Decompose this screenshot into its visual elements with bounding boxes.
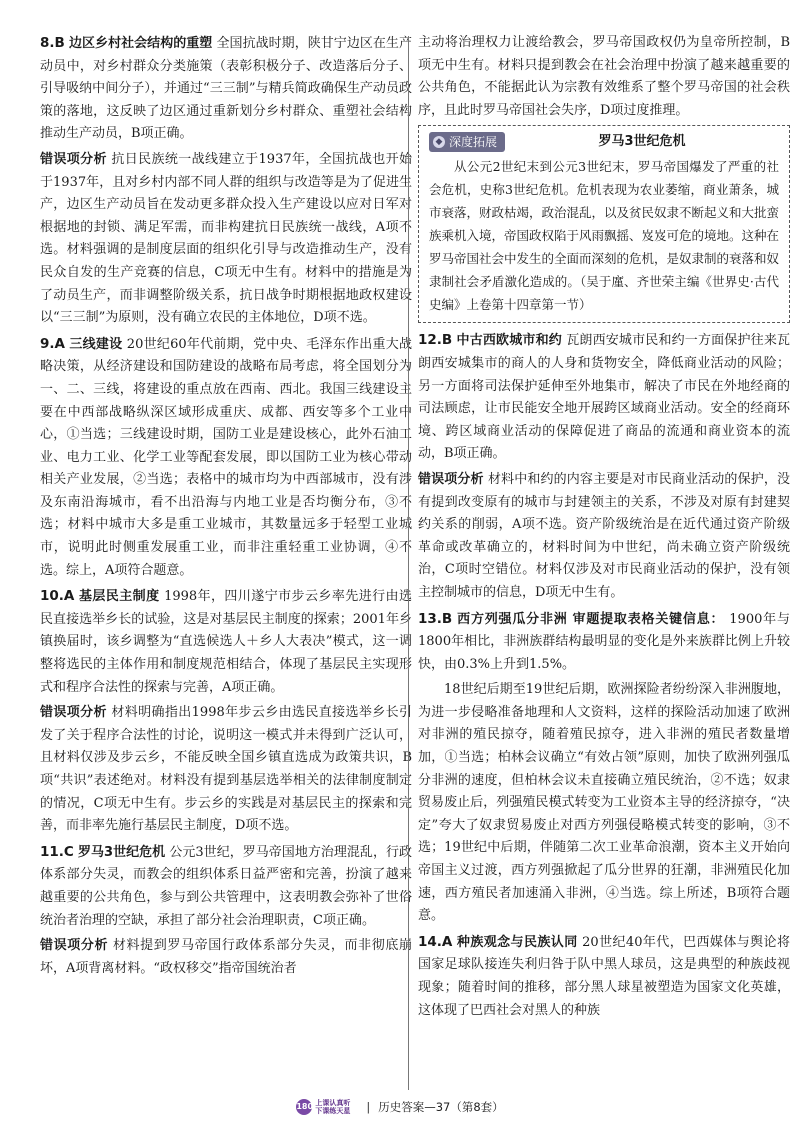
answer-entry-11-continued: 主动将治理权力让渡给教会，罗马帝国政权仍为皇帝所控制，B项无中生有。材料只提到教会在社会治理中扮演了越来越重要的公共角色，不能据此认为宗教有效维系了整个罗马帝国的社会秩序，且此时罗马帝国社会失序，D项过度推理。 [418,35,790,118]
answer-entry-14 [418,931,790,1022]
logo-line-2: 下课练天星 [315,1107,351,1115]
error-analysis-label: 错误项分析 [40,151,107,167]
error-analysis-text: 材料明确指出1998年步云乡由选民直接选举乡长引发了关于程序合法性的讨论，说明这一模式并未得到广泛认可，且材料仅涉及步云乡，不能反映全国乡镇直选成为政策共识，B项“共识”表述绝对。材料没有提到基层选举相关的法律制度制定的情况，C项无中生有。步云乡的实践是对基层民主的探索和完善，而非率先施行基层民主制度，D项不选。 [40,705,412,834]
logo-line-1: 上课认真听 [315,1099,351,1107]
answer-explanation: 全国抗战时期，陕甘宁边区在生产动员中，对乡村群众分类施策（表彰积极分子、改造落后分子、引导吸纳中间分子），并通过“三三制”与精兵简政确保生产动员政策的落地，这反映了边区通过重新划分乡村群众、重塑社会结构推动生产动员，B项正确。 [40,36,412,142]
question-topic: 种族观念与民族认同 [456,934,578,950]
error-analysis-text: 材料中和约的内容主要是对市民商业活动的保护，没有提到改变原有的城市与封建领主的关系，不涉及对原有封建契约关系的削弱，A项不选。资产阶级统治是在近代通过资产阶级革命或改革确立的，材料时间为中世纪，尚未确立资产阶级统治，C项时空错位。材料仅涉及对市民商业活动的保护，没有领主控制城市的信息，D项无中生有。 [418,471,790,600]
error-analysis-text: 抗日民族统一战线建立于1937年，全国抗战也开始于1937年，且对乡村内部不同人群的组织与改造等是为了促进生产，边区生产动员旨在发动更多群众投入生产建设以应对日军对根据地的封锁、满足军需，而非构建抗日民族统一战线，A项不选。材料强调的是制度层面的组织化引导与改造推动生产，没有民众自发的生产竞赛的信息，C项无中生有。材料中的措施是为了动员生产，而非调整阶级关系，抗日战争时期根据地政权建设以“三三制”为原则，没有确立农民的主体地位，D项不选。 [40,151,412,326]
error-analysis-label: 错误项分析 [418,471,484,487]
answer-entry-10 [40,585,412,838]
error-analysis-text: 材料提到罗马帝国行政体系部分失灵，而非彻底崩坏，A项背离材料。“政权移交”指帝国统治者 [40,938,412,976]
answer-explanation: 18世纪后期至19世纪后期，欧洲探险者纷纷深入非洲腹地，为进一步侵略准备地理和人文资料，这样的探险活动加速了欧洲对非洲的殖民掠夺，随着殖民掠夺，进入非洲的殖民者数量增加，①当选；柏林会议确立“有效占领”原则，加快了欧洲列强瓜分非洲的速度，但柏林会议未直接确立殖民统治，②不选；奴隶贸易废止后，列强殖民模式转变为工业资本主导的经济掠夺，“决定”夸大了奴隶贸易废止对西方列强侵略模式转变的影响，③不选；19世纪中后期，伴随第二次工业革命浪潮，资本主义开始向帝国主义过渡，西方列强掀起了瓜分世界的狂潮，非洲殖民化加速，西方殖民者加速涌入非洲，④当选。综上所述，B项符合题意。 [418,682,790,924]
extension-title: 罗马3世纪危机 [598,134,686,150]
question-number: 10.A [40,588,75,605]
extension-tag [429,132,505,152]
question-topic: 罗马3世纪危机 [77,844,166,860]
question-number: 11.C [40,843,74,860]
right-column [418,32,790,1025]
deep-extension-box [418,125,790,323]
question-number: 9.A [40,335,65,352]
question-number: 12.B [418,332,453,349]
question-topic: 基层民主制度 [78,589,160,605]
error-analysis-label: 错误项分析 [40,938,109,954]
footer-separator: | [366,1100,371,1114]
error-analysis-label: 错误项分析 [40,705,107,721]
answer-entry-8 [40,32,412,330]
answer-entry-9 [40,333,412,583]
question-topic: 边区乡村社会结构的重塑 [68,36,213,51]
answer-explanation: 20世纪60年代前期，党中央、毛泽东作出重大战略决策，从经济建设和国防建设的战略布局考虑，将全国划分为一、二、三线，将建设的重点放在西南、西北。我国三线建设主要在中西部战略纵深区域形成重庆、成都、西安等多个工业中心，①当选；三线建设时期，国防工业是建设核心，此外石油工业、电力工业、化学工业等配套发展，即以国防工业为核心带动相关产业发展，②当选；表格中的城市均为中西部城市，没有涉及东南沿海城市，看不出沿海与内地工业是否均衡分布，③不选；材料中城市大多是重工业城市，其数量远多于轻型工业城市，说明此时侧重发展重工业，而非注重轻重工业协调，④不选。综上，A项符合题意。 [40,336,412,578]
answer-entry-13 [418,608,790,928]
question-topic: 中古西欧城市和约 [456,333,562,349]
page-footer [0,1093,800,1121]
answer-entry-11 [40,841,412,981]
answer-explanation: 20世纪40年代，巴西媒体与舆论将国家足球队接连失利归咎于队中黑人球员，这是典型的种族歧视现象；随着时间的推移，部分黑人球星被塑造为国家文化英雄，这体现了巴西社会对黑人的种族 [418,934,790,1018]
book-icon: ◆ [433,136,445,148]
left-column [40,32,412,983]
key-info-label: 审题提取表格关键信息： [572,611,725,627]
answer-entry-12 [418,329,790,604]
question-number: 13.B [418,610,453,627]
publisher-logo [296,1099,350,1115]
column-divider [408,36,409,1090]
answer-explanation: 1998年，四川遂宁市步云乡率先进行由选民直接选举乡长的试验，这是对基层民主制度的探索；2001年乡镇换届时，该乡调整为“直选候选人＋乡人大表决”模式，这一调整将选民的主体作用和制度规范相结合，体现了基层民主实现形式和程序合法性的探索与完善，A项正确。 [40,589,412,695]
question-number: 14.A [418,933,453,950]
page-label: 历史答案—37（第8套） [378,1100,504,1114]
answer-explanation: 公元3世纪，罗马帝国地方治理混乱，行政体系部分失灵，而教会的组织体系日益严密和完善，扮演了越来越重要的公共角色，参与到公共管理中，这表明教会弥补了世俗统治者治理的空缺，承担了部分社会治理职责，C项正确。 [40,844,412,928]
box-header [429,130,779,153]
question-topic: 西方列强瓜分非洲 [457,611,568,627]
question-topic: 三线建设 [69,336,123,352]
logo-mark: 180 [296,1099,312,1115]
key-info-text: 1900年与1800年相比，非洲族群结构最明显的变化是外来族群比例上升较快，由0.3%上升到1.5%。 [418,611,790,672]
extension-tag-label: 深度拓展 [449,134,498,149]
question-number: 8.B [40,35,65,51]
answer-explanation: 瓦朗西安城市民和约一方面保护往来瓦朗西安城集市的商人的人身和货物安全，降低商业活动的风险；另一方面将司法保护延伸至外地集市，解决了市民在外地经商的司法顾虑，让市民能安全地开展跨区域商业活动。安全的经商环境、跨区域商业活动的保障促进了商品的流通和商业资本的流动，B项正确。 [418,333,790,462]
extension-text: 从公元2世纪末到公元3世纪末，罗马帝国爆发了严重的社会危机，史称3世纪危机。危机表现为农业萎缩，商业萧条，城市衰落，财政枯竭，政治混乱，以及贫民奴隶不断起义和大批蛮族乘机入境，帝国政权陷于风雨飘摇、岌岌可危的境地。这种在罗马帝国社会中发生的全面而深刻的危机，是奴隶制的衰落和奴隶制社会矛盾激化造成的。（吴于廑、齐世荣主编《世界史·古代史编》上卷第十四章第一节） [429,159,780,313]
